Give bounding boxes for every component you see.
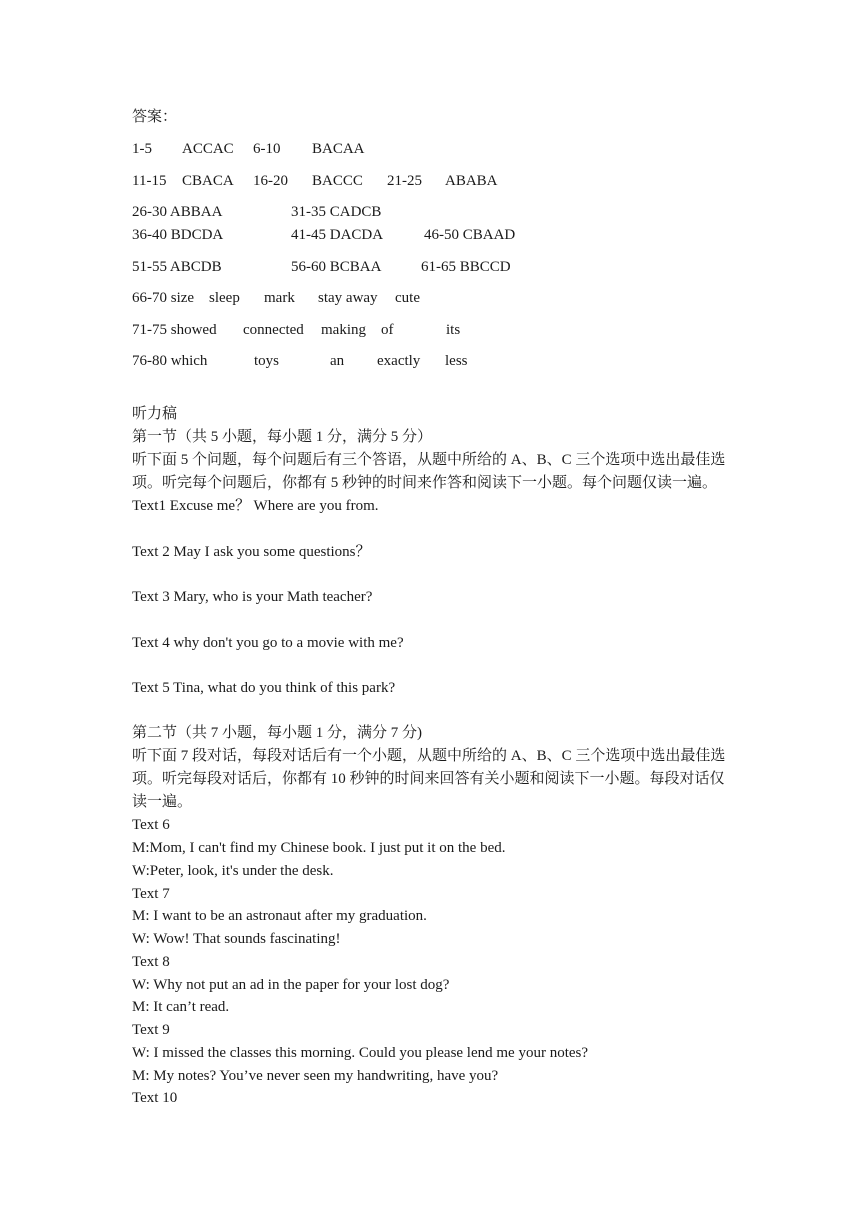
dialogue-heading: Text 9 [132, 1022, 170, 1038]
listening-text: Text1 Excuse me？ Where are you from. [132, 498, 379, 514]
answer-word: less [445, 353, 468, 369]
section2-instructions: 读一遍。 [132, 794, 193, 810]
answer-word: connected [243, 322, 304, 338]
dialogue-line: W:Peter, look, it's under the desk. [132, 863, 334, 879]
answer-group: 51-55 ABCDB [132, 259, 222, 275]
dialogue-line: W: Why not put an ad in the paper for your lost dog? [132, 977, 450, 993]
dialogue-line: W: I missed the classes this morning. Could you please lend me your notes? [132, 1045, 589, 1061]
listening-text: Text 2 May I ask you some questions？ [132, 544, 371, 560]
answer-range: 6-10 [253, 141, 281, 157]
answer-range: 11-15 [132, 173, 167, 189]
answer-group: 46-50 CBAAD [424, 227, 516, 243]
answer-group: 31-35 CADCB [291, 204, 382, 220]
dialogue-line: M: My notes? You’ve never seen my handwriting, have you? [132, 1068, 499, 1084]
answer-word: of [381, 322, 394, 338]
answer-word: an [330, 353, 345, 369]
answer-key: BACAA [312, 141, 365, 157]
dialogue-heading: Text 6 [132, 817, 170, 833]
answer-key: CBACA [182, 173, 234, 189]
dialogue-heading: Text 10 [132, 1090, 178, 1106]
listening-heading: 听力稿 [132, 406, 178, 422]
section1-title: 第一节（共 5 小题，每小题 1 分，满分 5 分） [132, 429, 433, 445]
answer-group: 61-65 BBCCD [421, 259, 511, 275]
answer-key: ACCAC [182, 141, 234, 157]
answer-word: stay away [318, 290, 378, 306]
section2-instructions: 听下面 7 段对话，每段对话后有一个小题，从题中所给的 A、B、C 三个选项中选出最佳选 [132, 748, 726, 764]
dialogue-line: M: It can’t read. [132, 999, 230, 1015]
dialogue-line: M:Mom, I can't find my Chinese book. I just put it on the bed. [132, 840, 506, 856]
listening-text: Text 4 why don't you go to a movie with me? [132, 635, 404, 651]
listening-text: Text 5 Tina, what do you think of this park? [132, 680, 396, 696]
answer-word: its [446, 322, 461, 338]
answer-word: toys [254, 353, 280, 369]
dialogue-heading: Text 8 [132, 954, 170, 970]
answer-word: exactly [377, 353, 421, 369]
dialogue-heading: Text 7 [132, 886, 170, 902]
section1-instructions: 项。听完每个问题后，你都有 5 秒钟的时间来作答和阅读下一小题。每个问题仅读一遍。 [132, 475, 718, 491]
answer-word: making [321, 322, 366, 338]
answer-word: sleep [209, 290, 240, 306]
section1-instructions: 听下面 5 个问题，每个问题后有三个答语，从题中所给的 A、B、C 三个选项中选出最佳选 [132, 452, 726, 468]
answer-group: 26-30 ABBAA [132, 204, 223, 220]
section2-title: 第二节（共 7 小题，每小题 1 分，满分 7 分) [132, 725, 422, 741]
listening-text: Text 3 Mary, who is your Math teacher? [132, 589, 373, 605]
answer-key: BACCC [312, 173, 363, 189]
answer-word: 71-75 showed [132, 322, 217, 338]
dialogue-line: W: Wow! That sounds fascinating! [132, 931, 341, 947]
answer-group: 41-45 DACDA [291, 227, 384, 243]
answer-group: 56-60 BCBAA [291, 259, 382, 275]
answer-word: mark [264, 290, 295, 306]
answer-word: 66-70 size [132, 290, 195, 306]
answers-heading: 答案： [132, 109, 178, 125]
answer-word: 76-80 which [132, 353, 208, 369]
answer-range: 16-20 [253, 173, 288, 189]
dialogue-line: M: I want to be an astronaut after my graduation. [132, 908, 427, 924]
answer-range: 1-5 [132, 141, 152, 157]
answer-key: ABABA [445, 173, 498, 189]
section2-instructions: 项。听完每段对话后，你都有 10 秒钟的时间来回答有关小题和阅读下一小题。每段对话仅 [132, 771, 725, 787]
answer-group: 36-40 BDCDA [132, 227, 224, 243]
answer-range: 21-25 [387, 173, 422, 189]
answer-word: cute [395, 290, 420, 306]
